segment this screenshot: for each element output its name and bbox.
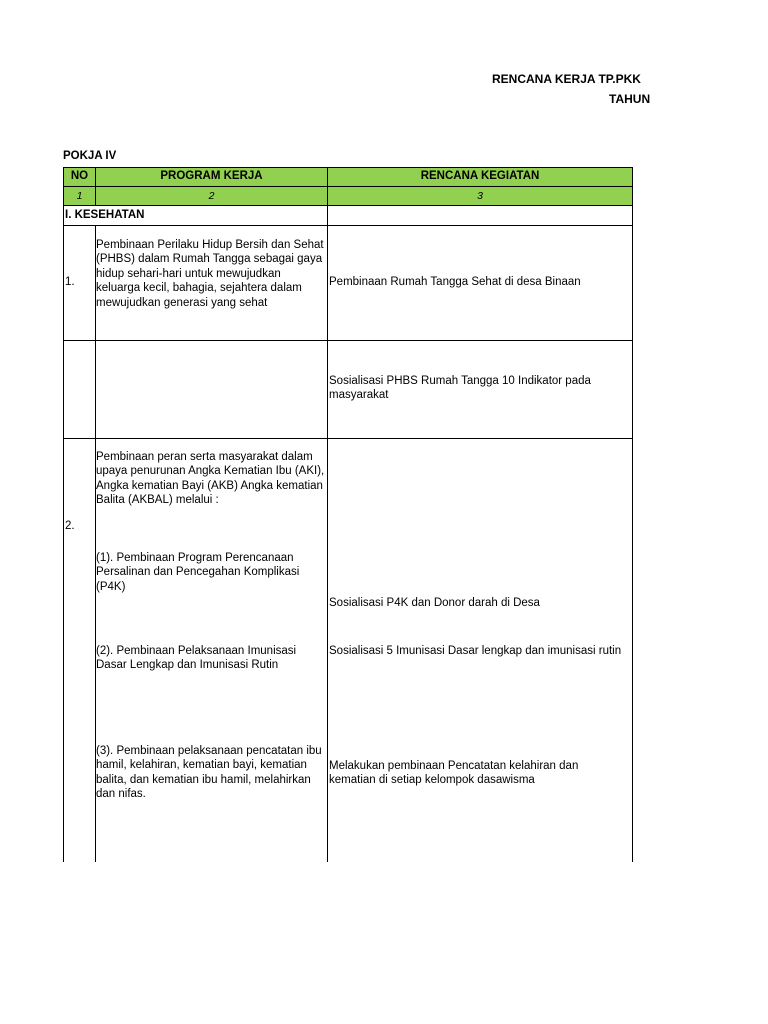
row-number: 2. <box>65 520 75 532</box>
rencana-kegiatan-cell: Melakukan pembinaan Pencatatan kelahiran dan kematian di setiap kelompok dasawisma <box>329 760 579 787</box>
column-number: 1 <box>76 190 83 202</box>
grid-line <box>63 205 633 206</box>
column-number: 2 <box>208 190 215 202</box>
document-title: RENCANA KERJA TP.PKK <box>492 72 641 86</box>
column-number: 3 <box>477 190 483 202</box>
program-kerja-cell: Pembinaan Perilaku Hidup Bersih dan Sehat (PHBS) dalam Rumah Tangga sebagai gaya hidup sehari-hari untuk mewujudkan keluarga kecil, bahagia, sejahtera dalam mewujudkan generasi yang sehat <box>96 239 324 309</box>
grid-line <box>632 167 633 862</box>
grid-line <box>63 340 633 341</box>
column-header-no: NO <box>70 170 89 182</box>
rencana-kegiatan-cell: Sosialisasi P4K dan Donor darah di Desa <box>329 597 540 609</box>
column-header-rencana-kegiatan: RENCANA KEGIATAN <box>420 170 540 182</box>
program-kerja-subitem: (1). Pembinaan Program Perencanaan Persalinan dan Pencegahan Komplikasi (P4K) <box>96 552 300 593</box>
category-label: I. KESEHATAN <box>65 209 145 221</box>
program-kerja-subitem: (2). Pembinaan Pelaksanaan Imunisasi Dasar Lengkap dan Imunisasi Rutin <box>96 645 297 672</box>
column-header-program-kerja: PROGRAM KERJA <box>160 170 263 182</box>
section-label: POKJA IV <box>63 150 117 162</box>
grid-line <box>63 438 633 439</box>
grid-line <box>63 225 633 226</box>
grid-line <box>63 225 64 862</box>
document-subtitle: TAHUN <box>609 92 651 106</box>
grid-line <box>63 167 633 168</box>
grid-line <box>63 186 633 187</box>
rencana-kegiatan-cell: Sosialisasi PHBS Rumah Tangga 10 Indikator pada masyarakat <box>329 375 591 402</box>
program-kerja-subitem: (3). Pembinaan pelaksanaan pencatatan ibu hamil, kelahiran, kematian bayi, kematian balita, dan kematian ibu hamil, melahirkan dan nifas. <box>96 745 322 801</box>
row-number: 1. <box>65 276 75 288</box>
rencana-kegiatan-cell: Sosialisasi 5 Imunisasi Dasar lengkap dan imunisasi rutin <box>329 645 622 657</box>
rencana-kegiatan-cell: Pembinaan Rumah Tangga Sehat di desa Binaan <box>329 276 581 288</box>
program-kerja-intro: Pembinaan peran serta masyarakat dalam upaya penurunan Angka Kematian Ibu (AKI), Angka kematian Bayi (AKB) Angka kematian Balita (AKBAL) melalui : <box>96 451 325 507</box>
